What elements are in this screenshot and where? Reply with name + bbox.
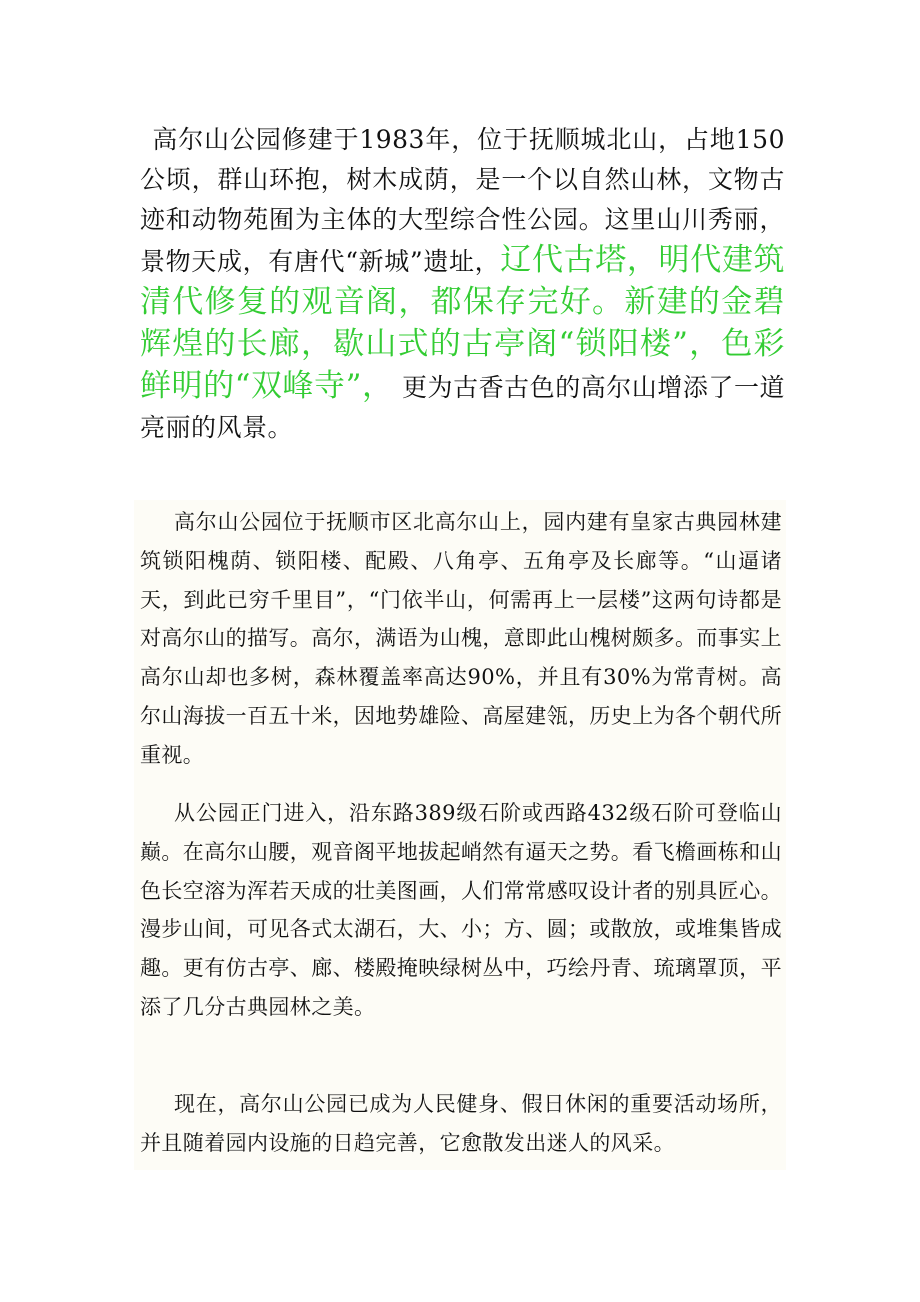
conclusion-paragraph: 现在，高尔山公园已成为人民健身、假日休闲的重要活动场所，并且随着园内设施的日趋完善，它愈散发出迷人的风采。	[140, 1092, 782, 1155]
intro-text-before: 高尔山公园修建于1983年，位于抚顺城北山，占地150公顷，群山环抱，树木成荫，是一个以自然山林，文物古迹和动物苑囿为主体的大型综合性公园。这里山川秀丽，景物天成，有唐代“新城”遗址，	[140, 125, 785, 276]
intro-paragraph	[140, 120, 785, 448]
intro-text-after: 更为古香古色的高尔山增添了一道亮丽的风景。	[140, 373, 785, 442]
route-paragraph: 从公园正门进入，沿东路389级石阶或西路432级石阶可登临山巅。在高尔山腰，观音阁平地拔起峭然有逼天之势。看飞檐画栋和山色长空溶为浑若天成的壮美图画，人们常常感叹设计者的别具匠心。漫步山间，可见各式太湖石，大、小；方、圆；或散放，或堆集皆成趣。更有仿古亭、廊、楼殿掩映绿树丛中，巧绘丹青、琉璃罩顶，平添了几分古典园林之美。	[140, 801, 782, 1019]
intro-highlighted-text: 辽代古塔，明代建筑清代修复的观音阁，都保存完好。新建的金碧辉煌的长廊，歇山式的古亭阁“锁阳楼”，色彩鲜明的“双峰寺”，	[140, 242, 785, 404]
description-paragraph: 高尔山公园位于抚顺市区北高尔山上，园内建有皇家古典园林建筑锁阳槐荫、锁阳楼、配殿、八角亭、五角亭及长廊等。“山逼诸天，到此已穷千里目”，“门依半山，何需再上一层楼”这两句诗都是对高尔山的描写。高尔，满语为山槐，意即此山槐树颇多。而事实上高尔山却也多树，森林覆盖率高达90%，并且有30%为常青树。高尔山海拔一百五十米，因地势雄险、高屋建瓴，历史上为各个朝代所重视。	[140, 510, 782, 767]
